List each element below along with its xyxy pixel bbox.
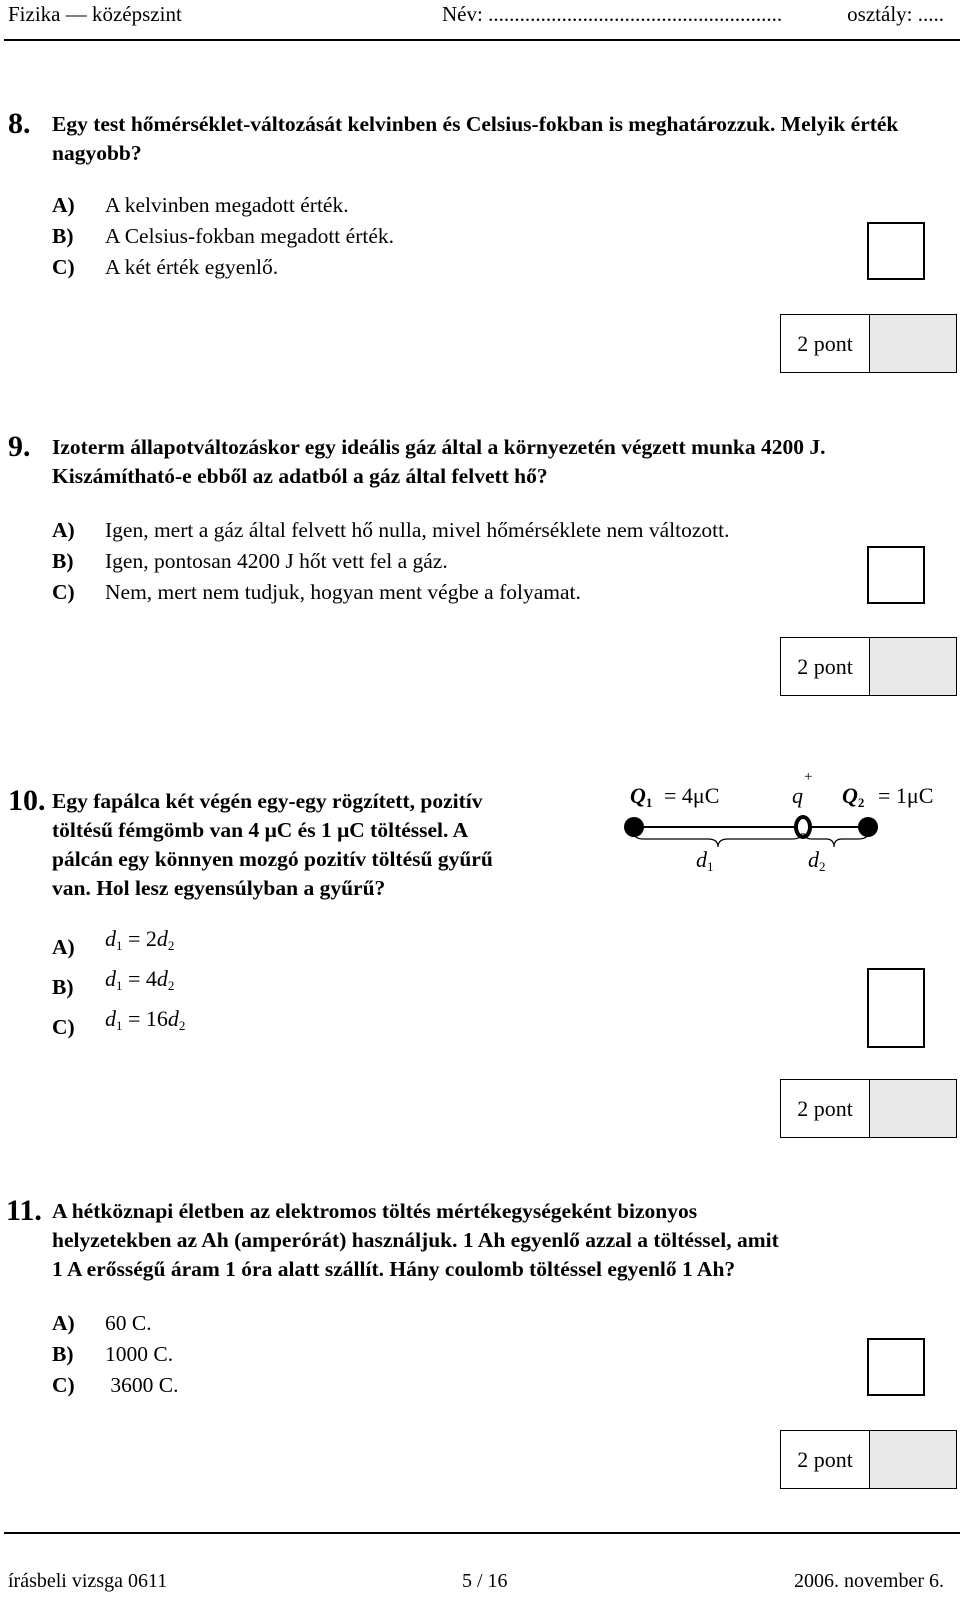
points-label: 2 pont [781,1431,870,1488]
page-footer [8,1570,944,1596]
question-10-score-box [780,1079,957,1138]
question-9-option-a[interactable]: A) Igen, mert a gáz által felvett hő nulla, mivel hőmérséklete nem változott. [52,518,730,542]
footer-rule [4,1532,960,1534]
charge-q1-value: = 4μC [664,783,720,808]
question-8-option-c[interactable]: C) A két érték egyenlő. [52,255,279,279]
question-9-answer-box[interactable] [867,546,925,604]
question-9-number: 9. [8,430,31,463]
question-10-option-a[interactable]: A) $d_1 = 2d_2$ [52,926,175,959]
question-11-text: A hétköznapi életben az elektromos töltés mértékegységeként bizonyos helyzetekben az Ah (amperórát) használjuk. 1 Ah egyenlő azzal a töltéssel, amit 1 A erősségű áram 1 óra alatt szállít. Hány coulomb töltéssel egyenlő 1 Ah? [52,1199,779,1281]
charge-q2-value: = 1μC [878,783,934,808]
page-number: 5 / 16 [462,1570,508,1592]
ring-charge-sign: + [804,769,813,785]
score-field[interactable] [870,315,956,372]
question-8-answer-box[interactable] [867,222,925,280]
score-field[interactable] [870,1431,956,1488]
ring-charge-label: q [792,783,803,808]
subject-title: Fizika — középszint [8,2,182,26]
charge-q1-label: $Q_1$ [630,783,653,810]
points-label: 2 pont [781,638,870,695]
question-10-number: 10. [8,784,46,817]
question-10-answer-box[interactable] [867,968,925,1048]
ring [796,817,810,837]
charge-q2-label: $Q_2$ [842,783,865,810]
question-8-option-b[interactable]: B) A Celsius-fokban megadott érték. [52,224,394,248]
page-header [8,0,944,30]
exam-code: írásbeli vizsga 0611 [8,1570,168,1592]
distance-d2-label: $d_2$ [808,847,826,874]
score-field[interactable] [870,638,956,695]
charges-figure [620,769,934,895]
distance-d1-label: $d_1$ [696,847,714,874]
question-11-score-box [780,1430,957,1489]
question-10-option-b[interactable]: B) $d_1 = 4d_2$ [52,966,175,999]
question-11-option-b[interactable]: B) 1000 C. [52,1342,174,1366]
question-11-number: 11. [6,1194,42,1227]
class-field[interactable]: osztály: ..... [847,2,944,26]
question-9-option-b[interactable]: B) Igen, pontosan 4200 J hőt vett fel a gáz. [52,549,448,573]
name-field[interactable]: Név: ........................................................ [442,2,783,26]
question-10-text: Egy fapálca két végén egy-egy rögzített, pozitív töltésű fémgömb van 4 μC és 1 μC töltéssel. A pálcán egy könnyen mozgó pozitív töltésű gyűrű van. Hol lesz egyensúlyban a gyűrű? [52,789,493,900]
header-rule [4,39,960,41]
question-9-score-box [780,637,957,696]
question-11-option-c[interactable]: C) 3600 C. [52,1373,179,1397]
score-field[interactable] [870,1080,956,1137]
question-8-score-box [780,314,957,373]
exam-date: 2006. november 6. [794,1570,944,1592]
question-11-answer-box[interactable] [867,1338,925,1396]
question-11-option-a[interactable]: A) 60 C. [52,1311,152,1335]
question-9-text: Izoterm állapotváltozáskor egy ideális gáz által a környezetén végzett munka 4200 J. Kiszámítható-e ebből az adatból a gáz által felvett hő? [52,435,826,488]
points-label: 2 pont [781,1080,870,1137]
points-label: 2 pont [781,315,870,372]
rod-diagram [620,775,920,895]
brace-d2 [804,833,868,847]
brace-d1 [634,833,802,847]
question-9-option-c[interactable]: C) Nem, mert nem tudjuk, hogyan ment végbe a folyamat. [52,580,581,604]
question-8-text: Egy test hőmérséklet-változását kelvinben és Celsius-fokban is meghatározzuk. Melyik érték nagyobb? [52,112,899,165]
question-8-option-a[interactable]: A) A kelvinben megadott érték. [52,193,349,217]
question-8-number: 8. [8,107,31,140]
question-10-option-c[interactable]: C) $d_1 = 16d_2$ [52,1006,186,1039]
